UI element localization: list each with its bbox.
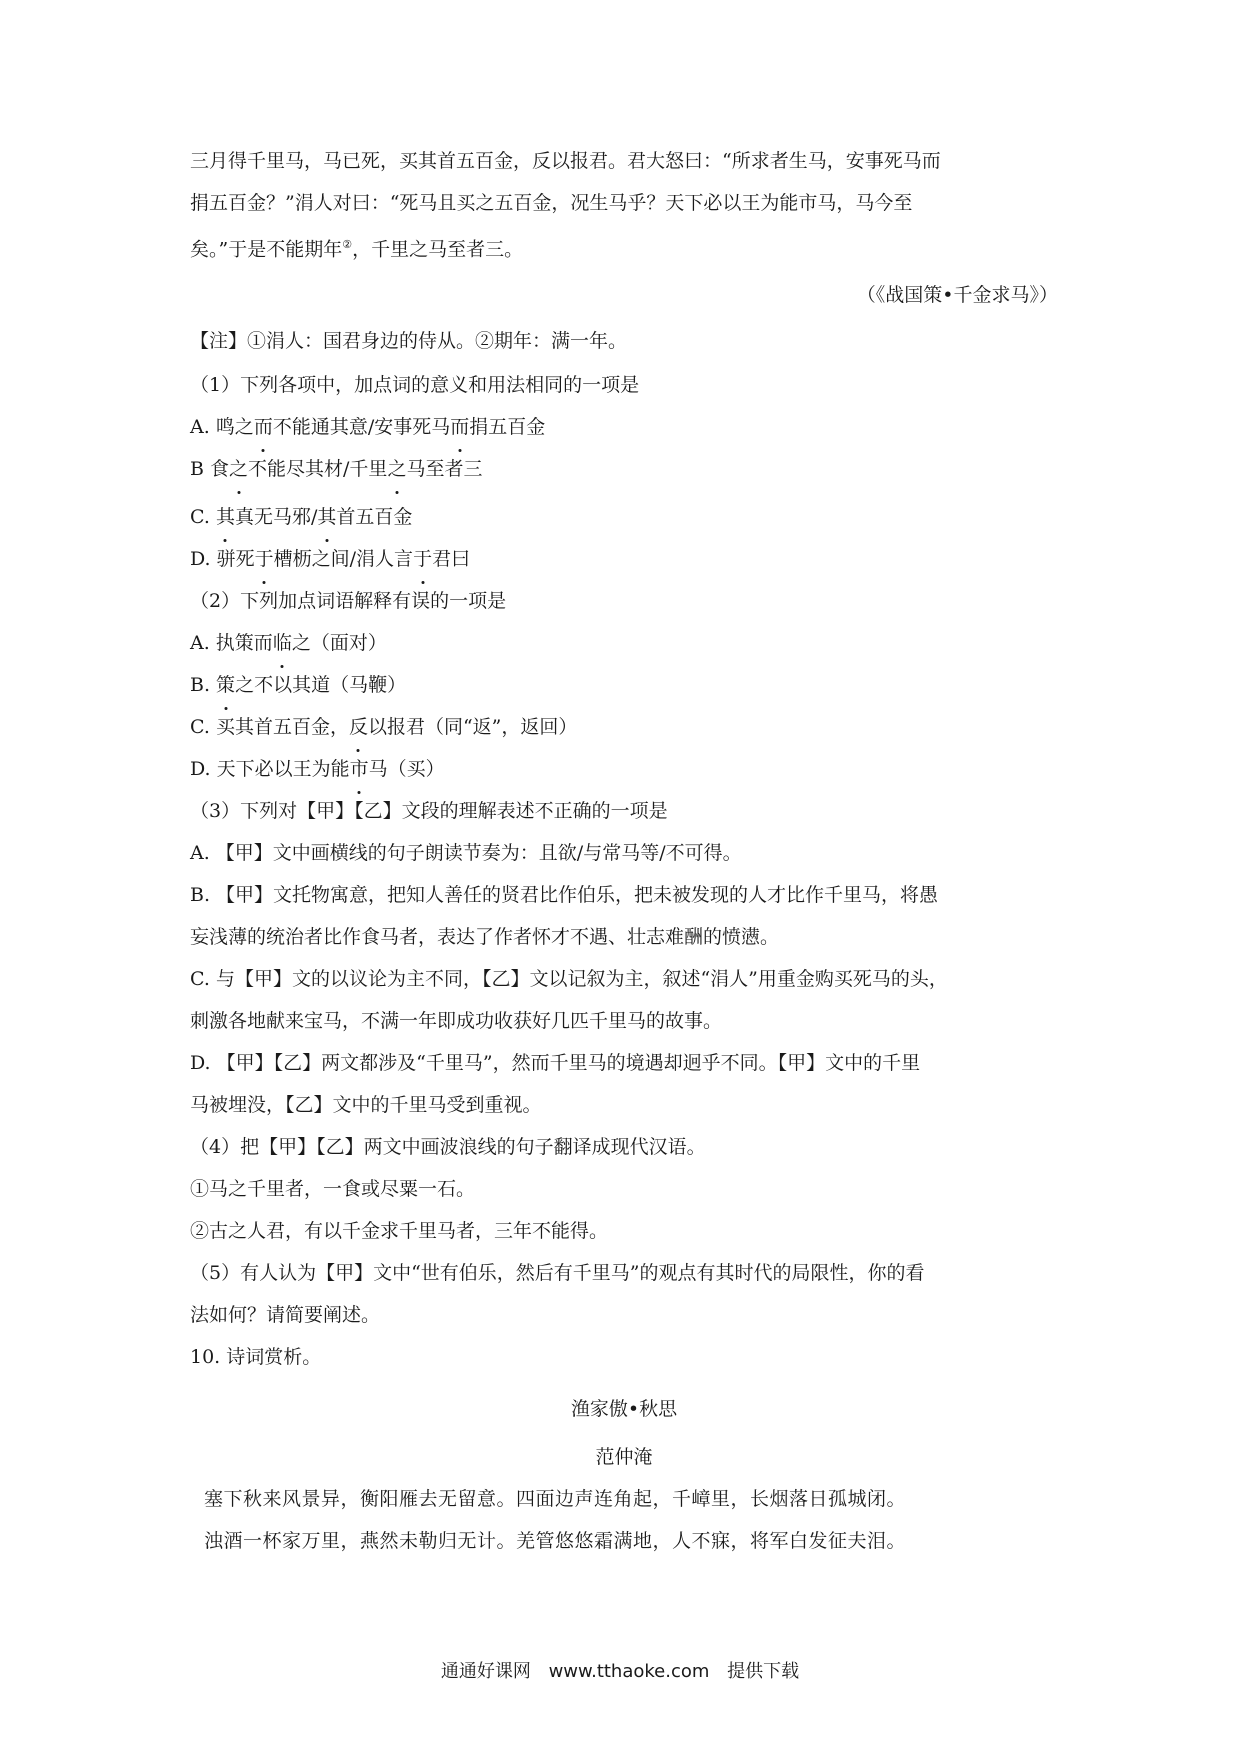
- question-1-option-b: B 食之不能尽其材/千里之马至者三: [190, 448, 1058, 490]
- question-5-line-2: 法如何？请简要阐述。: [190, 1304, 381, 1327]
- passage-source: （《战国策•千金求马》）: [856, 284, 1058, 307]
- footer-tail: 提供下载: [727, 1661, 800, 1682]
- question-3-stem: （3）下列对【甲】【乙】文段的理解表述不正确的一项是: [190, 800, 668, 823]
- passage-line-2: 捐五百金？”涓人对曰：“死马且买之五百金，况生马乎？天下必以王为能市马，马今至: [190, 192, 913, 214]
- dotted-word: 于: [255, 538, 274, 580]
- question-4-sentence-2: ②古之人君，有以千金求千里马者，三年不能得。: [190, 1220, 609, 1243]
- dotted-word: 之: [229, 448, 248, 490]
- dotted-word: 其: [216, 496, 235, 538]
- question-1-option-d: D. 骈死于槽枥之间/涓人言于君曰: [190, 538, 1058, 580]
- annotation-note: 【注】①涓人：国君身边的侍从。②期年：满一年。: [190, 330, 628, 353]
- poem-line-2: 浊酒一杯家万里，燕然未勒归无计。羌管悠悠霜满地，人不寐，将军白发征夫泪。: [204, 1530, 907, 1553]
- footer-url[interactable]: www.tthaoke.com: [548, 1661, 710, 1682]
- poem-author: 范仲淹: [595, 1446, 653, 1469]
- poem-line-1: 塞下秋来风景异，衡阳雁去无留意。四面边声连角起，千嶂里，长烟落日孤城闭。: [204, 1488, 907, 1511]
- question-2-option-b: B. 策之不以其道（马鞭）: [190, 664, 1058, 706]
- question-3-option-b-line-2: 妄浅薄的统治者比作食马者，表达了作者怀才不遇、壮志难酬的愤懑。: [190, 926, 780, 949]
- dotted-word: 临: [273, 622, 292, 664]
- question-2-option-d: D. 天下必以王为能市马（买）: [190, 748, 1058, 790]
- dotted-word: 而: [450, 406, 469, 448]
- question-3-option-a: A. 【甲】文中画横线的句子朗读节奏为：且欲/与常马等/不可得。: [190, 842, 742, 865]
- question-10-heading: 10. 诗词赏析。: [190, 1346, 322, 1369]
- question-3-option-c-line-1: C. 与【甲】文的以议论为主不同，【乙】文以记叙为主，叙述“涓人”用重金购买死马的头，: [190, 968, 948, 991]
- dotted-word: 策: [216, 664, 235, 706]
- question-3-option-d-line-1: D. 【甲】【乙】两文都涉及“千里马”，然而千里马的境遇却迥乎不同。【甲】文中的千里: [190, 1052, 921, 1075]
- question-1-option-c: C. 其真无马邪/其首五百金: [190, 496, 1058, 538]
- document-page: [190, 140, 1058, 1562]
- dotted-word: 反: [349, 706, 368, 748]
- question-2-option-a: A. 执策而临之（面对）: [190, 622, 1058, 664]
- passage-line-1: 三月得千里马，马已死，买其首五百金，反以报君。君大怒曰：“所求者生马，安事死马而: [190, 150, 941, 172]
- question-3-option-d-line-2: 马被埋没，【乙】文中的千里马受到重视。: [190, 1094, 542, 1117]
- question-2-option-c: C. 买其首五百金，反以报君（同“返”，返回）: [190, 706, 1058, 748]
- dotted-word: 之: [387, 448, 406, 490]
- question-3-option-b-line-1: B. 【甲】文托物寓意，把知人善任的贤君比作伯乐，把未被发现的人才比作千里马，将愚: [190, 884, 939, 907]
- question-2-stem: （2）下列加点词语解释有误的一项是: [190, 590, 507, 613]
- question-4-stem: （4）把【甲】【乙】两文中画波浪线的句子翻译成现代汉语。: [190, 1136, 706, 1159]
- dotted-word: 市: [350, 748, 369, 790]
- poem-title: 渔家傲•秋思: [570, 1398, 678, 1421]
- question-1-stem: （1）下列各项中，加点词的意义和用法相同的一项是: [190, 374, 640, 397]
- dotted-word: 其: [317, 496, 336, 538]
- question-4-sentence-1: ①马之千里者，一食或尽粟一石。: [190, 1178, 476, 1201]
- question-3-option-c-line-2: 刺激各地献来宝马，不满一年即成功收获好几匹千里马的故事。: [190, 1010, 723, 1033]
- question-5-line-1: （5）有人认为【甲】文中“世有伯乐，然后有千里马”的观点有其时代的局限性，你的看: [190, 1262, 925, 1285]
- dotted-word: 而: [254, 406, 273, 448]
- footer-site-name: 通通好课网: [440, 1661, 531, 1682]
- passage-line-3: 矣。”于是不能期年②，千里之马至者三。: [190, 238, 524, 261]
- dotted-word: 于: [413, 538, 432, 580]
- page-footer: [0, 1657, 1240, 1683]
- question-1-option-a: A. 鸣之而不能通其意/安事死马而捐五百金: [190, 406, 1058, 448]
